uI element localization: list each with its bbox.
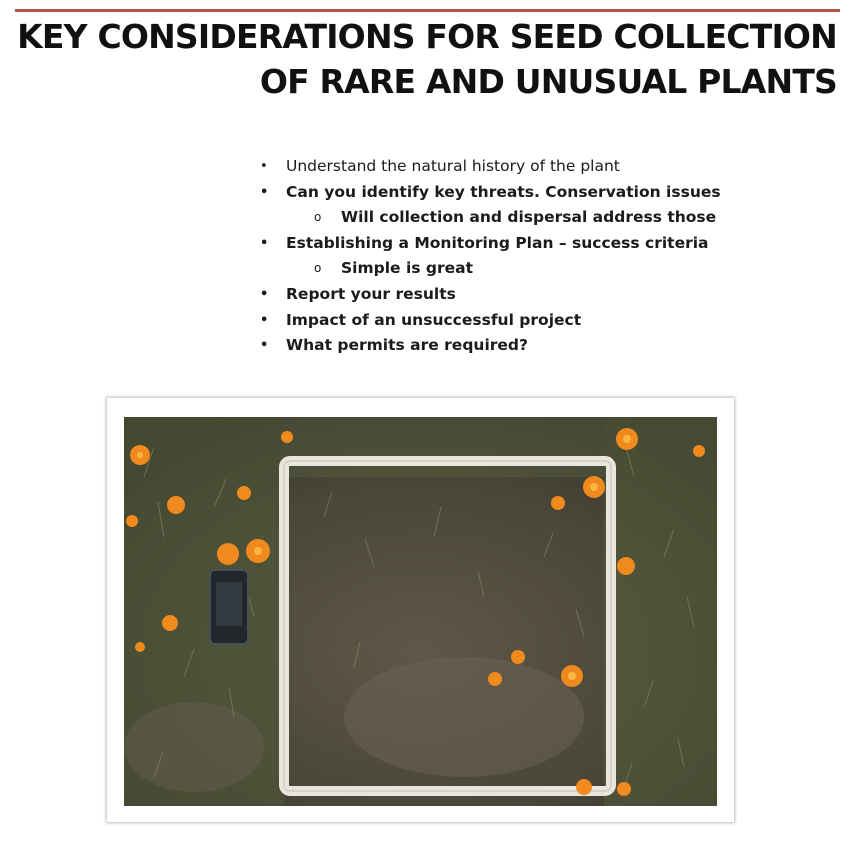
- grass-right: [604, 417, 717, 806]
- bare-soil-patch: [344, 657, 584, 777]
- list-item-text: Simple is great: [341, 259, 473, 278]
- field-device-icon: [210, 570, 248, 644]
- poppy-flower-icon: [617, 782, 631, 796]
- list-item: [258, 308, 721, 334]
- device-screen: [216, 582, 242, 626]
- list-item-text: Can you identify key threats. Conservation issues: [286, 182, 721, 201]
- photo-frame: [107, 398, 734, 822]
- list-item-text: Will collection and dispersal address those: [341, 208, 717, 227]
- grass-top: [284, 417, 604, 477]
- bullet-icon: •: [260, 338, 269, 354]
- considerations-list: [258, 154, 721, 359]
- list-item-text: Establishing a Monitoring Plan – success criteria: [286, 233, 709, 252]
- list-item-text: What permits are required?: [286, 336, 528, 355]
- poppy-flower-icon: [135, 642, 145, 652]
- poppy-flower-icon: [162, 615, 178, 631]
- list-item: [258, 154, 721, 180]
- list-item: [258, 231, 721, 257]
- quadrat-photo: [124, 417, 717, 806]
- poppy-flower-icon: [488, 672, 502, 686]
- list-item-text: Understand the natural history of the plant: [286, 157, 620, 175]
- bullet-icon: •: [260, 286, 269, 302]
- poppy-flower-icon: [126, 515, 138, 527]
- poppy-flower-icon: [551, 496, 565, 510]
- poppy-flower-icon: [167, 496, 185, 514]
- sub-list-item: [258, 256, 721, 282]
- list-item-text: Impact of an unsuccessful project: [286, 310, 582, 329]
- list-item-text: Report your results: [286, 284, 456, 303]
- sub-bullet-icon: o: [314, 210, 322, 225]
- bullet-icon: •: [260, 235, 269, 251]
- bullet-icon: •: [260, 159, 268, 174]
- poppy-flower-icon: [217, 543, 239, 565]
- sub-list-item: [258, 205, 721, 231]
- poppy-flower-icon: [281, 431, 293, 443]
- list-item: [258, 180, 721, 206]
- poppy-flower-icon: [511, 650, 525, 664]
- bare-soil-patch: [124, 702, 264, 792]
- list-item: [258, 333, 721, 359]
- sub-bullet-icon: o: [314, 261, 322, 276]
- quadrat-photo-illustration: [124, 417, 717, 806]
- page-title: [7, 14, 837, 104]
- bullet-icon: •: [260, 312, 269, 328]
- poppy-flower-icon: [617, 557, 635, 575]
- poppy-flower-icon: [576, 779, 592, 795]
- title-line-2: OF RARE AND UNUSUAL PLANTS: [259, 62, 837, 101]
- title-rule: [15, 9, 840, 12]
- bullet-icon: •: [260, 184, 269, 200]
- title-line-1: KEY CONSIDERATIONS FOR SEED COLLECTION: [17, 17, 837, 56]
- list-item: [258, 282, 721, 308]
- poppy-flower-icon: [237, 486, 251, 500]
- poppy-flower-icon: [693, 445, 705, 457]
